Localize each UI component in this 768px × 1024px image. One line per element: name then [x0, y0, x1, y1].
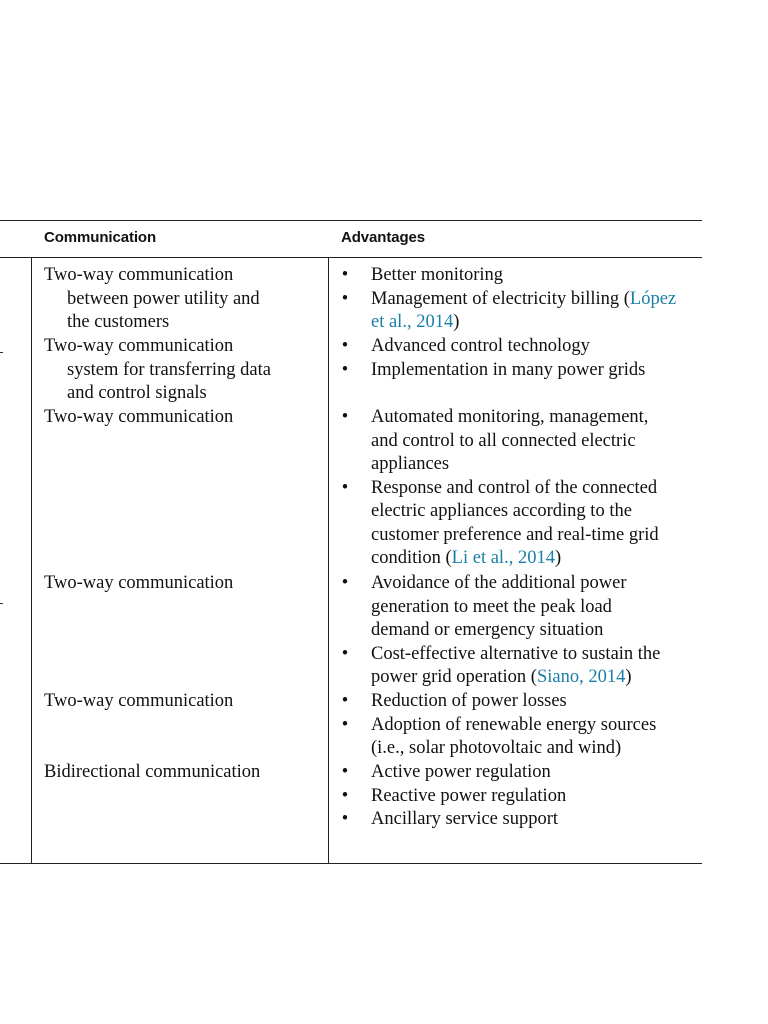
header-bottom-rule [0, 257, 702, 258]
item-text: demand or emergency situation [371, 620, 604, 640]
list-item [340, 288, 702, 335]
cell-text: system for transferring data [67, 359, 271, 380]
cell-text: and control signals [67, 383, 207, 403]
list-item [340, 406, 702, 477]
list-item [340, 690, 702, 714]
advantages-cell-2 [340, 335, 702, 382]
item-text-part: ) [554, 548, 562, 568]
bullet: • [341, 288, 349, 309]
item-text: Automated monitoring, management, [371, 407, 649, 427]
citation-link[interactable]: et al., 2014 [371, 312, 454, 332]
communication-cell-5 [44, 690, 314, 714]
advantages-cell-4 [340, 572, 702, 690]
item-text [371, 547, 702, 571]
bullet: • [341, 477, 349, 498]
cell-text: Bidirectional communication [44, 762, 261, 782]
item-text-part: ) [453, 312, 460, 332]
bullet: • [341, 643, 349, 664]
cell-text: Two-way communication [44, 336, 234, 356]
bullet: • [341, 691, 349, 711]
list-item [340, 714, 702, 761]
item-text-part: condition ( [371, 548, 452, 568]
list-item [340, 264, 702, 288]
advantages-cell-1 [340, 264, 702, 335]
item-text: generation to meet the peak load [371, 596, 612, 617]
list-item [340, 761, 702, 785]
list-item [340, 335, 702, 359]
column-divider-left [31, 257, 32, 863]
citation-link[interactable]: Siano, 2014 [536, 667, 626, 687]
list-item [340, 808, 702, 832]
communication-cell-4 [44, 572, 314, 596]
item-text: electric appliances according to the [371, 501, 632, 521]
item-text [371, 288, 702, 312]
bullet: • [341, 762, 349, 782]
item-text: (i.e., solar photovoltaic and wind) [371, 738, 622, 758]
item-text: Better monitoring [371, 265, 504, 285]
table-top-rule [0, 220, 702, 221]
item-text [371, 311, 702, 335]
item-text-part: Management of electricity billing ( [371, 288, 630, 309]
citation-link[interactable]: López [629, 288, 677, 309]
cell-text: Two-way communication [44, 407, 234, 427]
list-item [340, 477, 702, 571]
bullet: • [341, 265, 349, 285]
item-text: Adoption of renewable energy sources [371, 714, 657, 735]
bullet: • [341, 359, 349, 380]
item-text: Avoidance of the additional power [371, 573, 627, 593]
cropped-mark [0, 603, 3, 604]
list-item [340, 572, 702, 643]
communication-cell-2 [44, 335, 314, 406]
item-text: Implementation in many power grids [371, 359, 646, 380]
item-text: Advanced control technology [371, 336, 590, 356]
cell-text: Two-way communication [44, 573, 234, 593]
table-bottom-rule [0, 863, 702, 864]
column-divider-right [328, 257, 329, 863]
bullet: • [341, 407, 349, 427]
item-text: and control to all connected electric [371, 430, 636, 451]
advantages-cell-6 [340, 761, 702, 832]
communication-cell-6 [44, 761, 314, 785]
item-text: Response and control of the connected [371, 477, 658, 498]
communication-cell-3 [44, 406, 314, 430]
item-text-part: power grid operation ( [371, 667, 537, 687]
citation-link[interactable]: Li et al., 2014 [451, 548, 555, 568]
bullet: • [341, 573, 349, 593]
item-text: customer preference and real-time grid [371, 524, 659, 545]
list-item [340, 359, 702, 383]
bullet: • [341, 785, 349, 806]
bullet: • [341, 336, 349, 356]
list-item [340, 785, 702, 809]
item-text-part: ) [625, 667, 632, 687]
item-text: Reduction of power losses [371, 691, 567, 711]
advantages-cell-3 [340, 406, 702, 571]
item-text: appliances [371, 454, 450, 474]
cropped-mark [0, 352, 3, 353]
header-advantages: Advantages [341, 229, 426, 246]
header-communication: Communication [44, 229, 157, 246]
bullet: • [341, 809, 349, 829]
item-text: Cost-effective alternative to sustain the [371, 643, 661, 664]
cell-text: the customers [67, 312, 170, 332]
item-text: Reactive power regulation [371, 785, 567, 806]
cell-text: Two-way communication [44, 691, 234, 711]
communication-cell-1 [44, 264, 314, 335]
advantages-cell-5 [340, 690, 702, 761]
item-text: Active power regulation [371, 762, 551, 782]
item-text [371, 666, 702, 690]
cell-text: between power utility and [67, 288, 260, 309]
bullet: • [341, 714, 349, 735]
list-item [340, 643, 702, 690]
item-text: Ancillary service support [371, 809, 558, 829]
cell-text: Two-way communication [44, 265, 234, 285]
